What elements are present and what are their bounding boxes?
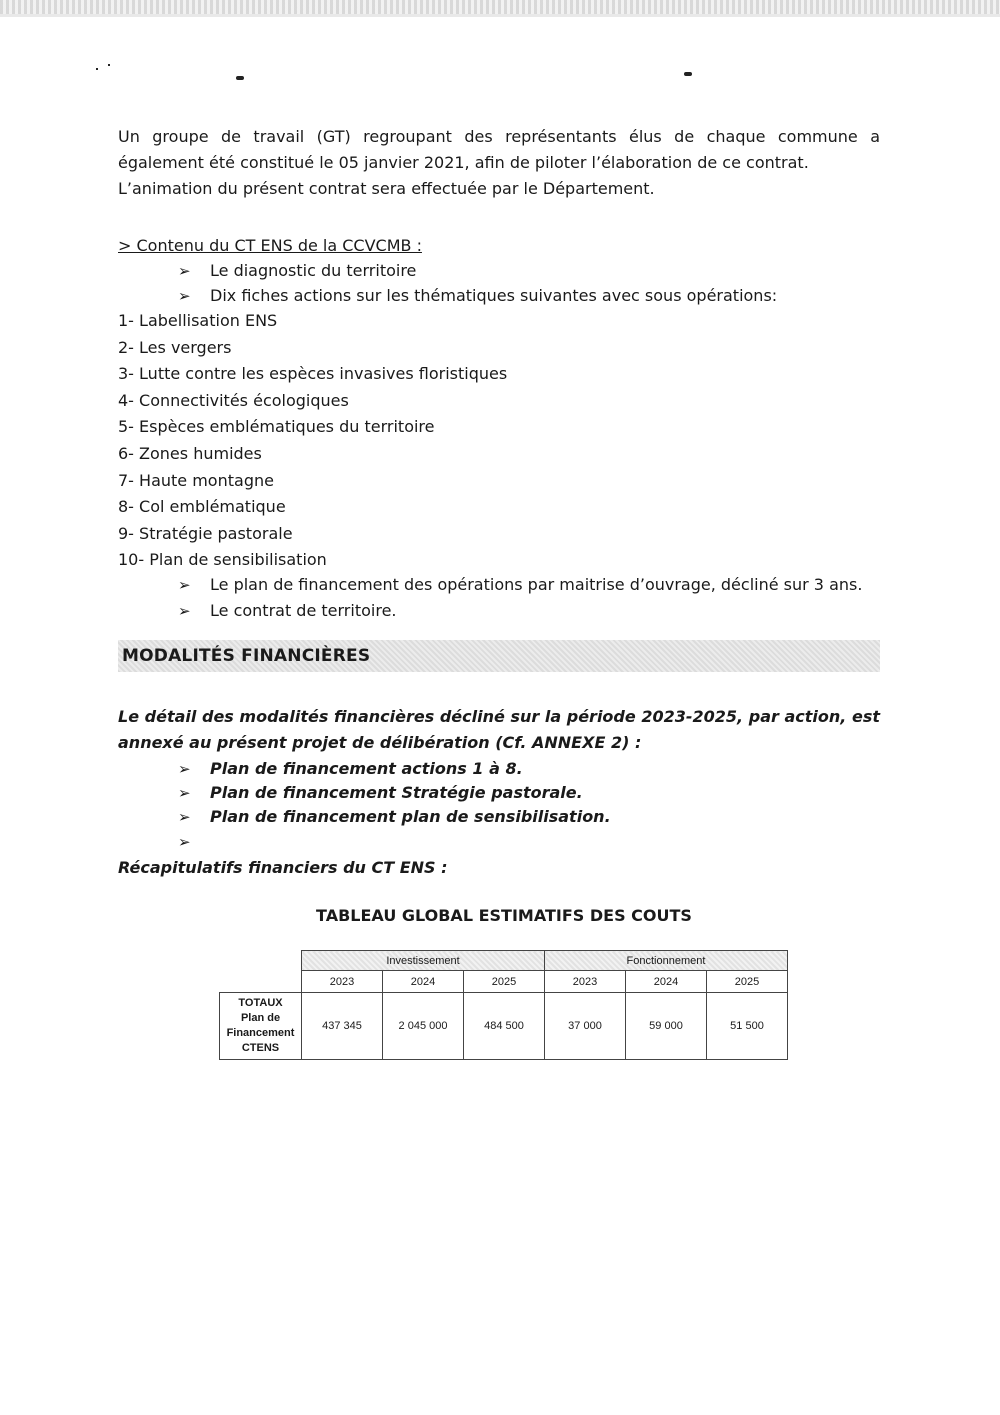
scan-speck — [96, 68, 98, 70]
arrow-bullet-icon: ➢ — [178, 576, 191, 594]
bullet-text: Le plan de financement des opérations par maitrise d’ouvrage, décliné sur 3 ans. — [210, 575, 863, 594]
row-label-line: TOTAUX — [238, 997, 283, 1009]
action-item: 6- Zones humides — [118, 444, 262, 463]
scan-speck — [684, 72, 692, 76]
table-group-row — [220, 951, 788, 971]
plan-bullet — [178, 804, 611, 830]
row-label-line: Financement — [226, 1027, 295, 1039]
year-header: 2025 — [464, 971, 545, 993]
action-item: 5- Espèces emblématiques du territoire — [118, 417, 435, 436]
action-item: 7- Haute montagne — [118, 471, 274, 490]
table-cell: 59 000 — [626, 993, 707, 1060]
arrow-bullet-icon: ➢ — [178, 262, 191, 280]
bullet-text: Le diagnostic du territoire — [210, 261, 417, 280]
row-label — [220, 993, 302, 1060]
table-cell: 437 345 — [302, 993, 383, 1060]
year-header: 2023 — [302, 971, 383, 993]
bullet-fiches-actions — [178, 283, 777, 309]
arrow-bullet-icon: ➢ — [178, 287, 191, 305]
scan-speck — [236, 76, 244, 80]
year-header: 2024 — [383, 971, 464, 993]
plan-bullet-empty — [178, 829, 210, 855]
action-item: 4- Connectivités écologiques — [118, 391, 349, 410]
plan-text: Plan de financement actions 1 à 8. — [210, 759, 523, 778]
row-label-line: CTENS — [241, 1042, 280, 1054]
arrow-bullet-icon: ➢ — [178, 808, 191, 826]
arrow-bullet-icon: ➢ — [178, 833, 191, 851]
table-corner — [220, 951, 302, 993]
bullet-contrat — [178, 598, 397, 624]
scan-edge-artifact-2 — [0, 14, 1000, 17]
table-cell: 2 045 000 — [383, 993, 464, 1060]
animation-line: L’animation du présent contrat sera effectuée par le Département. — [118, 179, 655, 198]
bullet-text: Le contrat de territoire. — [210, 601, 397, 620]
table-cell: 51 500 — [707, 993, 788, 1060]
action-item: 10- Plan de sensibilisation — [118, 550, 327, 569]
plan-text: Plan de financement plan de sensibilisation. — [210, 807, 611, 826]
year-header: 2024 — [626, 971, 707, 993]
bullet-diagnostic — [178, 258, 416, 284]
intro-paragraph: Un groupe de travail (GT) regroupant des représentants élus de chaque commune a également été constitué le 05 janvier 2021, afin de piloter l’élaboration de ce contrat. — [118, 127, 880, 172]
group-fonctionnement: Fonctionnement — [545, 951, 788, 971]
year-header: 2023 — [545, 971, 626, 993]
section-title: MODALITÉS FINANCIÈRES — [122, 646, 371, 666]
table-title: TABLEAU GLOBAL ESTIMATIFS DES COUTS — [316, 906, 692, 925]
bullet-plan-financement — [178, 572, 862, 598]
table-row — [220, 993, 788, 1060]
action-item: 1- Labellisation ENS — [118, 311, 278, 330]
arrow-bullet-icon: ➢ — [178, 784, 191, 802]
year-header: 2025 — [707, 971, 788, 993]
table-cell: 37 000 — [545, 993, 626, 1060]
row-label-line: Plan de — [240, 1012, 281, 1024]
arrow-bullet-icon: ➢ — [178, 602, 191, 620]
table-year-row — [220, 971, 788, 993]
bullet-text: Dix fiches actions sur les thématiques suivantes avec sous opérations: — [210, 286, 778, 305]
action-item: 8- Col emblématique — [118, 497, 286, 516]
table-cell: 484 500 — [464, 993, 545, 1060]
arrow-bullet-icon: ➢ — [178, 760, 191, 778]
scan-speck — [108, 64, 110, 66]
cost-table — [219, 950, 788, 1060]
plan-bullet — [178, 780, 583, 806]
financial-detail-paragraph: Le détail des modalités financières décliné sur la période 2023-2025, par action, est annexé au présent projet de délibération (Cf. ANNEXE 2) : — [118, 707, 880, 752]
recap-heading: Récapitulatifs financiers du CT ENS : — [118, 858, 448, 877]
content-heading: > Contenu du CT ENS de la CCVCMB : — [118, 236, 422, 255]
plan-text: Plan de financement Stratégie pastorale. — [210, 783, 583, 802]
plan-bullet — [178, 756, 523, 782]
action-item: 9- Stratégie pastorale — [118, 524, 293, 543]
action-item: 2- Les vergers — [118, 338, 232, 357]
group-investissement: Investissement — [302, 951, 545, 971]
action-item: 3- Lutte contre les espèces invasives floristiques — [118, 364, 508, 383]
scan-edge-artifact — [0, 0, 1000, 14]
